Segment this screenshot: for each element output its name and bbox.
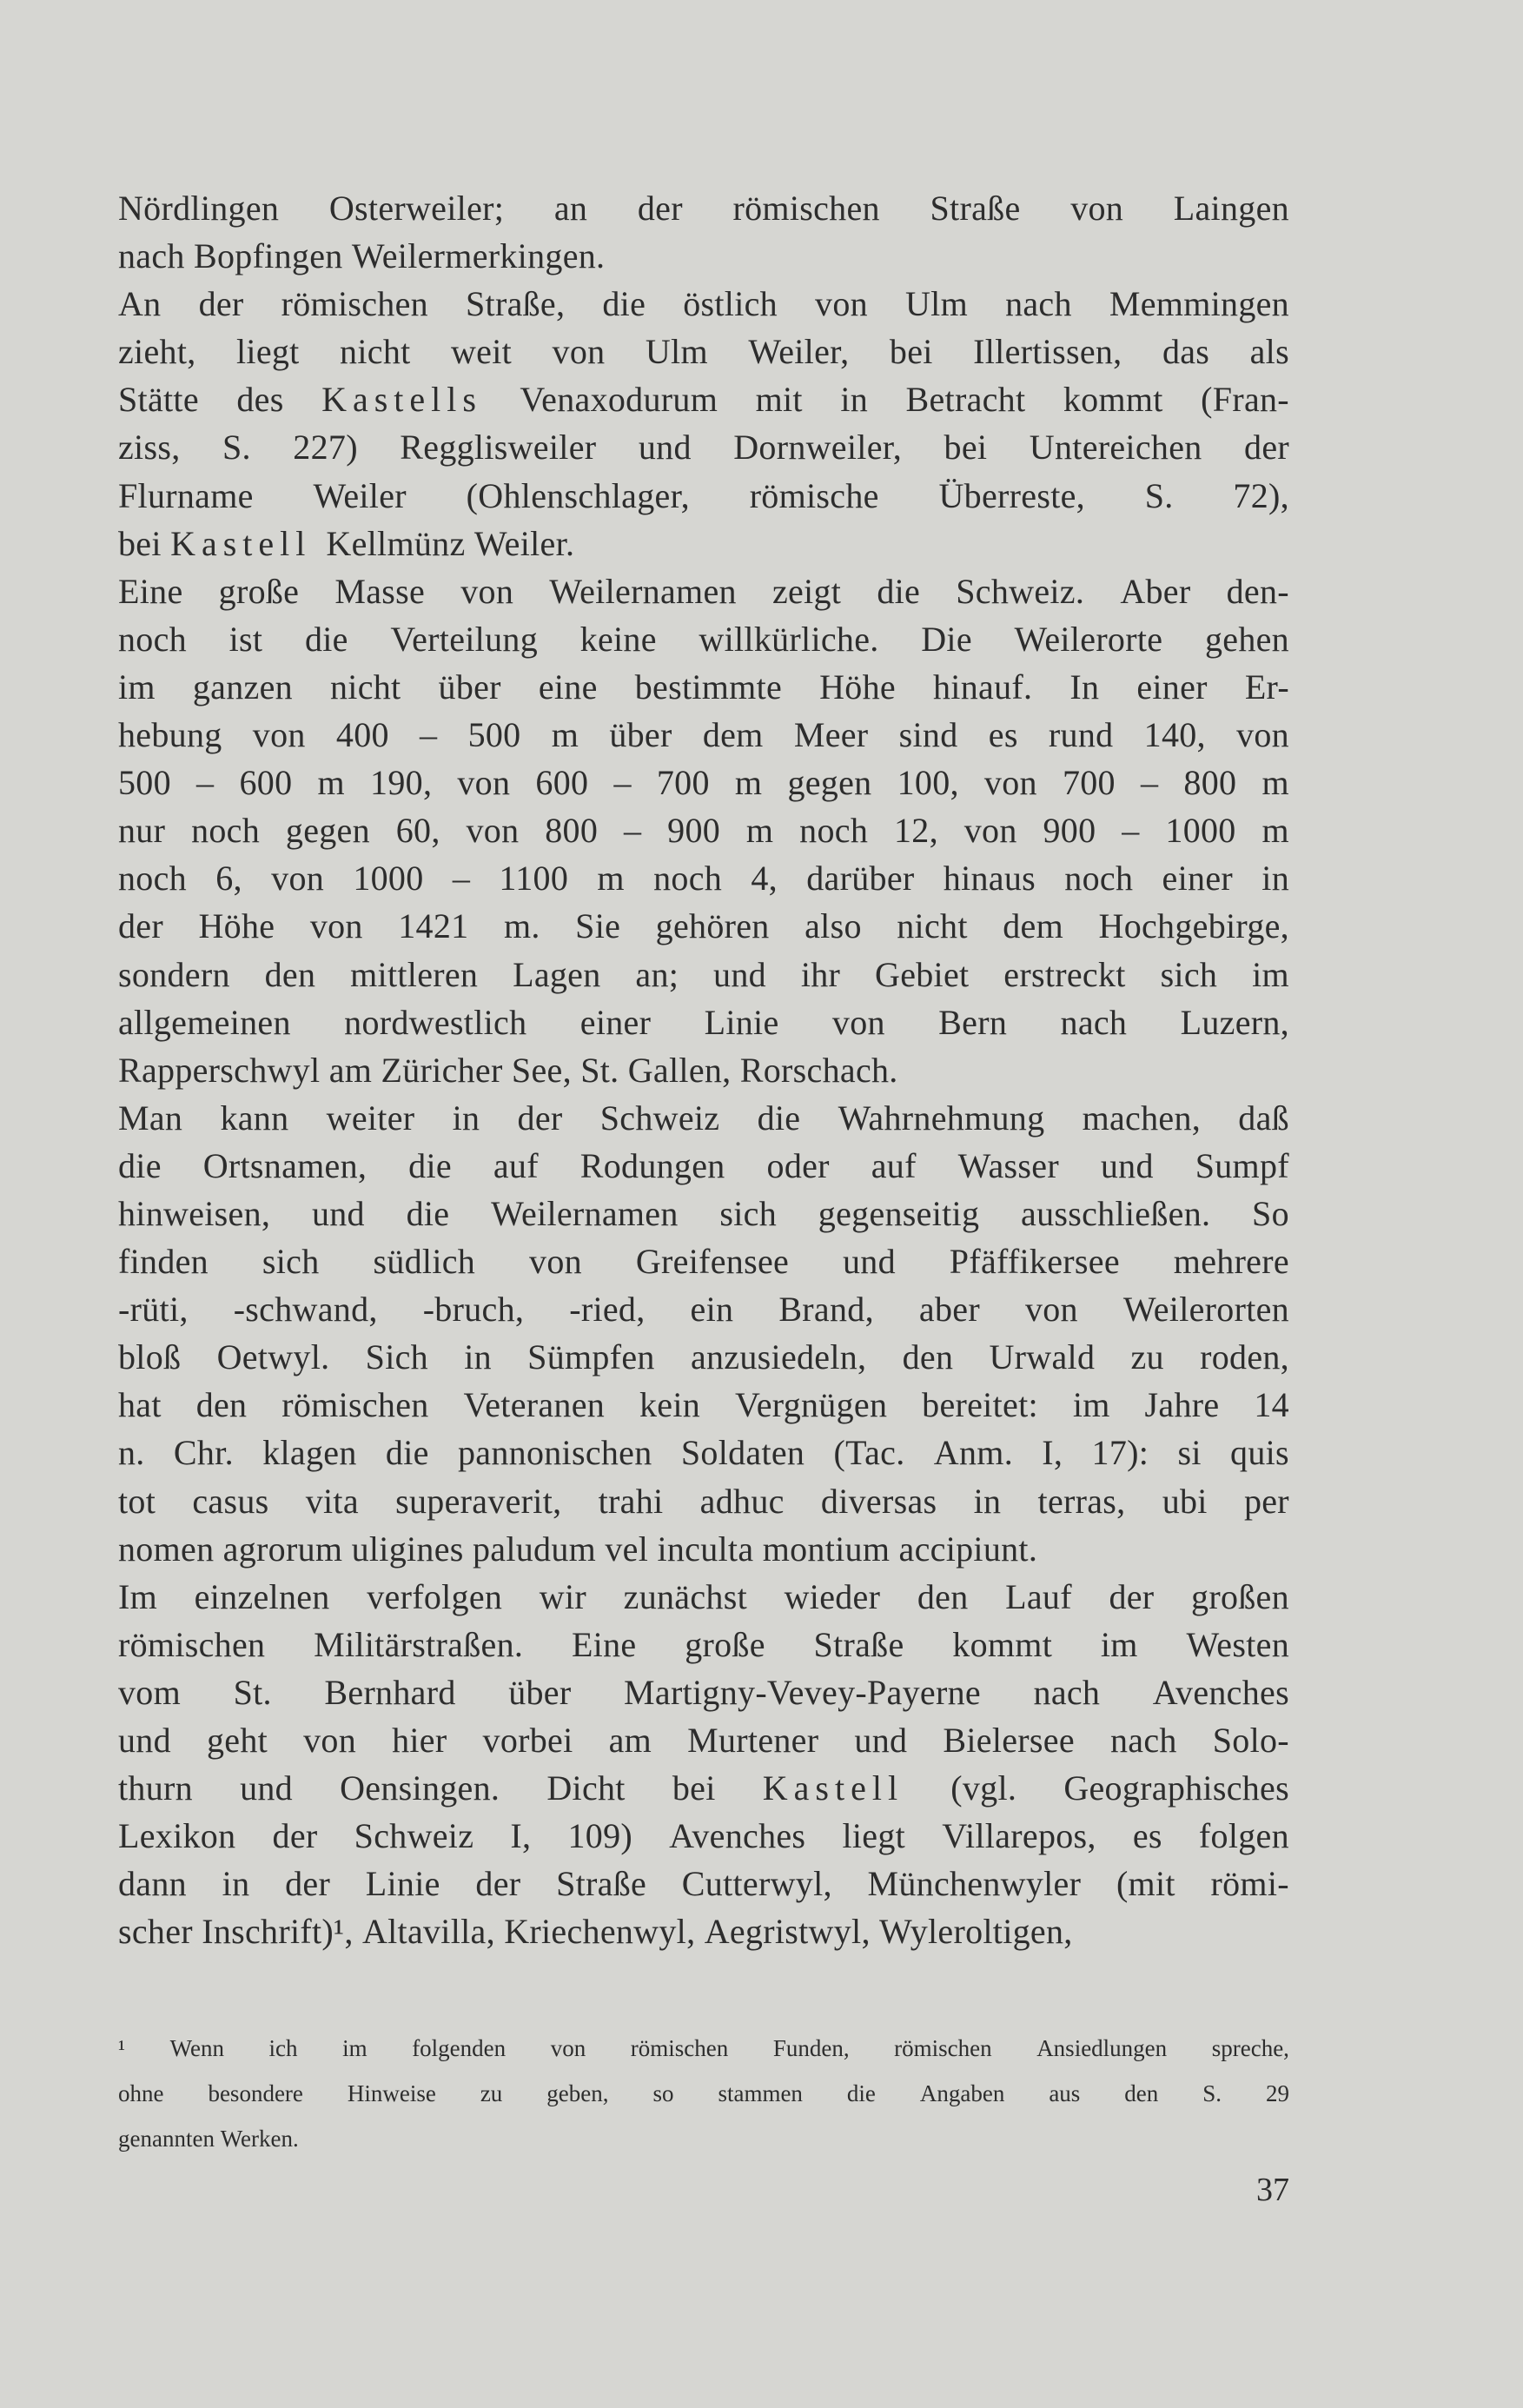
footnotes <box>118 2026 1289 2161</box>
text-line: und geht von hier vorbei am Murtener und Bielersee nach Solo- <box>118 1721 1289 1760</box>
footnote-line: ohne besondere Hinweise zu geben, so stammen die Angaben aus den S. 29 <box>118 2080 1289 2106</box>
text-line: Rapperschwyl am Züricher See, St. Gallen, Rorschach. <box>118 1050 898 1090</box>
text-line: thurn und Oensingen. Dicht bei Kastell (vgl. Geographisches <box>118 1768 1289 1808</box>
page-number: 37 <box>1256 2172 1289 2208</box>
text-line: sondern den mittleren Lagen an; und ihr Gebiet erstreckt sich im <box>118 954 1289 994</box>
text-line: im ganzen nicht über eine bestimmte Höhe hinauf. In einer Er- <box>118 667 1289 706</box>
text-line: Man kann weiter in der Schweiz die Wahrnehmung machen, daß <box>118 1098 1289 1138</box>
text-line: Nördlingen Osterweiler; an der römischen Straße von Laingen <box>118 189 1289 228</box>
text-line: der Höhe von 1421 m. Sie gehören also nicht dem Hochgebirge, <box>118 906 1289 946</box>
text-line: vom St. Bernhard über Martigny-Vevey-Payerne nach Avenches <box>118 1672 1289 1712</box>
text-line: -rüti, -schwand, -bruch, -ried, ein Brand, aber von Weilerorten <box>118 1290 1289 1330</box>
text-line: die Ortsnamen, die auf Rodungen oder auf Wasser und Sumpf <box>118 1145 1289 1185</box>
footnote-line: genannten Werken. <box>118 2126 299 2152</box>
text-line: Eine große Masse von Weilernamen zeigt die Schweiz. Aber den- <box>118 571 1289 611</box>
text-line: bei Kastell Kellmünz Weiler. <box>118 523 575 563</box>
text-line: nur noch gegen 60, von 800 – 900 m noch 12, von 900 – 1000 m <box>118 811 1289 851</box>
text-line: bloß Oetwyl. Sich in Sümpfen anzusiedeln, den Urwald zu roden, <box>118 1337 1289 1377</box>
text-line: hat den römischen Veteranen kein Vergnügen bereitet: im Jahre 14 <box>118 1385 1289 1425</box>
text-line: n. Chr. klagen die pannonischen Soldaten (Tac. Anm. I, 17): si quis <box>118 1433 1289 1473</box>
text-line: finden sich südlich von Greifensee und Pfäffikersee mehrere <box>118 1242 1289 1282</box>
text-line: noch 6, von 1000 – 1100 m noch 4, darüber hinaus noch einer in <box>118 859 1289 899</box>
text-line: zieht, liegt nicht weit von Ulm Weiler, bei Illertissen, das als <box>118 332 1289 372</box>
text-line: allgemeinen nordwestlich einer Linie von Bern nach Luzern, <box>118 1002 1289 1042</box>
text-line: Stätte des Kastells Venaxodurum mit in Betracht kommt (Fran- <box>118 380 1289 420</box>
footnote-line: ¹ Wenn ich im folgenden von römischen Funden, römischen Ansiedlungen spreche, <box>118 2035 1289 2061</box>
text-line: scher Inschrift)¹, Altavilla, Kriechenwyl, Aegristwyl, Wyleroltigen, <box>118 1912 1073 1952</box>
text-line: Flurname Weiler (Ohlenschlager, römische Überreste, S. 72), <box>118 475 1289 515</box>
text-line: 500 – 600 m 190, von 600 – 700 m gegen 100, von 700 – 800 m <box>118 763 1289 803</box>
text-line: An der römischen Straße, die östlich von Ulm nach Memmingen <box>118 284 1289 324</box>
text-line: ziss, S. 227) Regglisweiler und Dornweiler, bei Untereichen der <box>118 428 1289 468</box>
text-line: nomen agrorum uligines paludum vel inculta montium accipiunt. <box>118 1529 1038 1569</box>
text-line: hinweisen, und die Weilernamen sich gegenseitig ausschließen. So <box>118 1193 1289 1233</box>
body-text <box>118 184 1289 1955</box>
text-line: Im einzelnen verfolgen wir zunächst wieder den Lauf der großen <box>118 1576 1289 1616</box>
text-line: dann in der Linie der Straße Cutterwyl, Münchenwyler (mit römi- <box>118 1864 1289 1904</box>
text-line: Lexikon der Schweiz I, 109) Avenches liegt Villarepos, es folgen <box>118 1816 1289 1856</box>
text-line: hebung von 400 – 500 m über dem Meer sind es rund 140, von <box>118 715 1289 755</box>
text-line: römischen Militärstraßen. Eine große Straße kommt im Westen <box>118 1624 1289 1664</box>
text-line: tot casus vita superaverit, trahi adhuc diversas in terras, ubi per <box>118 1481 1289 1521</box>
text-line: nach Bopfingen Weilermerkingen. <box>118 236 606 276</box>
text-line: noch ist die Verteilung keine willkürliche. Die Weilerorte gehen <box>118 619 1289 659</box>
